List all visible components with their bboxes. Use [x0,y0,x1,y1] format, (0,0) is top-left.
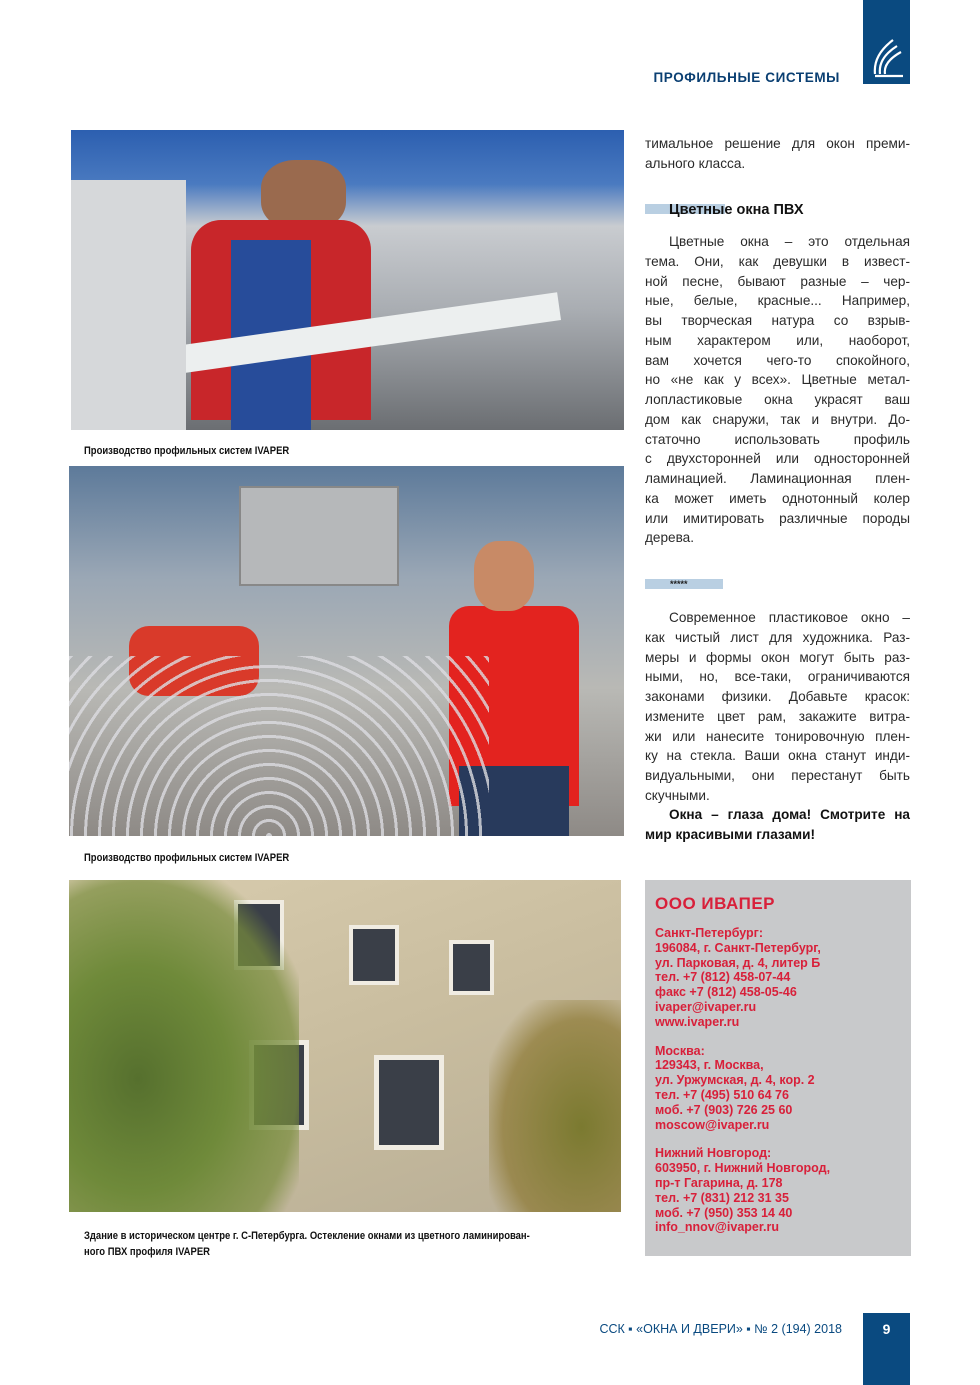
contact-line: пр-т Гагарина, д. 178 [655,1175,783,1190]
company-name: ООО ИВАПЕР [655,894,775,913]
contact-office [655,1146,901,1235]
text-line: дерева. [645,530,695,546]
logo-block [863,0,910,84]
contact-box [645,880,911,1256]
text-line: как чистый лист для художника. Раз- [645,629,910,645]
text-line: но «не как у всех». Цветные метал- [645,372,910,388]
caption-line: ного ПВХ профиля IVAPER [84,1246,210,1258]
text-line: Современное пластиковое окно – [669,610,910,625]
text-line: вы творческая натура со взрыв- [645,313,910,328]
contact-line[interactable]: ivaper@ivaper.ru [655,999,757,1014]
contact-line[interactable]: info_nnov@ivaper.ru [655,1220,780,1235]
photo-control-panel [69,466,624,836]
text-line: ными, но, все-таки, ограничиваются [645,669,910,685]
text-line: ка может иметь однотонный колер [645,490,910,506]
text-line: жи или нанесите тонировочную плен- [645,728,910,744]
photo-caption: Производство профильных систем IVAPER [84,445,290,457]
text-line: измените цвет рам, закажите витра- [645,708,910,724]
contact-line: 196084, г. Санкт-Петербург, [655,940,821,955]
photo-caption: Производство профильных систем IVAPER [84,852,290,864]
contact-office [655,926,901,1030]
text-line: ламинацией. Ламинационная плен- [645,471,910,486]
text-line: дом как снаружи, так и внутри. До- [645,411,910,427]
contact-line: Нижний Новгород: [655,1146,772,1161]
photo-building [69,880,621,1212]
logo-icon [863,0,910,84]
text-line: ным характером или, наоборот, [645,332,910,348]
contact-office [655,1044,901,1133]
contact-line: моб. +7 (903) 726 25 60 [655,1102,793,1117]
text-line: Окна – глаза дома! Смотрите на [669,807,910,822]
article-paragraph [645,232,910,548]
photo-worker-profile [71,130,624,430]
text-line: вам хочется чего-то спокойного, [645,352,910,368]
text-line: ку на стекла. Ваши окна станут инди- [645,748,910,764]
contact-line: тел. +7 (831) 212 31 35 [655,1190,789,1205]
article-paragraph [645,608,910,806]
text-line: с двухсторонней или односторонней [645,451,910,467]
contact-line[interactable]: moscow@ivaper.ru [655,1117,770,1132]
text-line: ной песне, бывают разные – чер- [645,273,910,289]
contact-line: Санкт-Петербург: [655,926,764,940]
separator: ***** [645,579,723,589]
text-line: тимальное решение для окон преми- [645,136,910,151]
contact-line[interactable]: www.ivaper.ru [655,1014,740,1029]
contact-line: Москва: [655,1043,705,1058]
footer-publication: ССК ▪ «ОКНА И ДВЕРИ» ▪ № 2 (194) 2018 [599,1322,842,1336]
text-line: ные, белые, красные... Например, [645,293,910,309]
text-line: ального класса. [645,155,746,171]
text-line: меры и формы окон могут быть раз- [645,649,910,665]
text-line: видуальными, они перестанут быть [645,768,910,783]
contact-line: 129343, г. Москва, [655,1058,764,1073]
contact-line: факс +7 (812) 458-05-46 [655,985,797,1000]
contact-line: тел. +7 (812) 458-07-44 [655,970,791,985]
text-line: тема. Они, как девушки в извест- [645,253,910,269]
section-title: ПРОФИЛЬНЫЕ СИСТЕМЫ [653,70,840,85]
text-line: мир красивыми глазами! [645,826,815,842]
contact-line: тел. +7 (495) 510 64 76 [655,1087,789,1102]
text-line: скучными. [645,787,710,803]
text-line: лопластиковые окна украсят ваш [645,392,910,407]
photo-caption [84,1228,530,1260]
text-line: или имитировать различные породы [645,510,910,526]
article-heading: Цветные окна ПВХ [669,202,804,218]
text-line: законами физики. Добавьте красок: [645,689,910,704]
page-number: 9 [863,1313,910,1385]
contact-line: ул. Парковая, д. 4, литер Б [655,955,821,970]
article-closing [645,805,910,845]
text-line: статочно использовать профиль [645,431,910,447]
contact-line: моб. +7 (950) 353 14 40 [655,1205,793,1220]
contact-line: 603950, г. Нижний Новгород, [655,1161,831,1176]
contact-line: ул. Уржумская, д. 4, кор. 2 [655,1073,815,1088]
caption-line: Здание в историческом центре г. С-Петербурга. Остекление окнами из цветного ламинирован- [84,1230,530,1242]
text-line: Цветные окна – это отдельная [669,234,910,249]
article-intro [645,134,910,174]
